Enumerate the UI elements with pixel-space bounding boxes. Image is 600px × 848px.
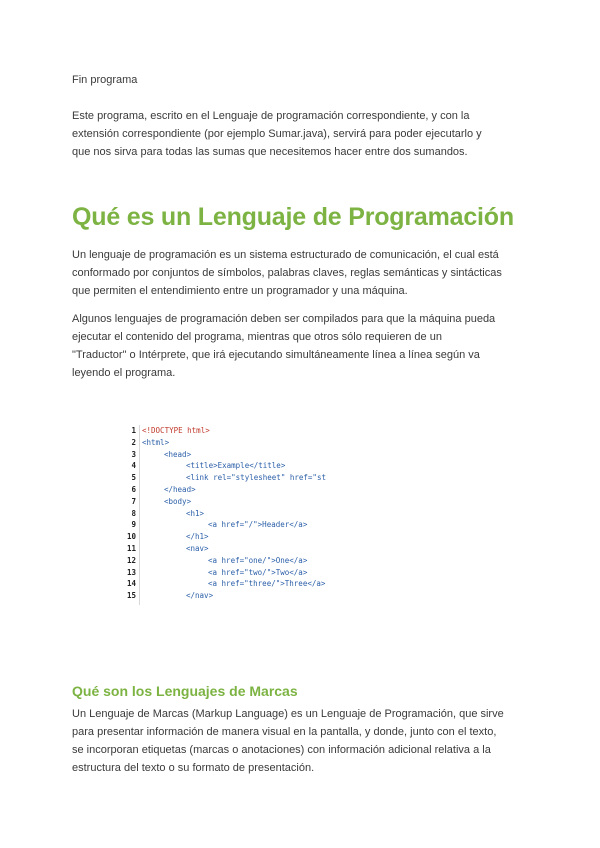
code-line xyxy=(120,496,420,508)
intro-paragraph xyxy=(72,107,532,161)
line-number: 3 xyxy=(131,449,136,459)
line-number: 6 xyxy=(131,484,136,494)
code-line xyxy=(120,567,420,579)
line-number: 15 xyxy=(126,591,136,601)
code-line xyxy=(120,449,420,461)
code-line xyxy=(120,590,420,602)
paragraph-line: que permiten el entendimiento entre un programador y una máquina. xyxy=(72,285,408,297)
line-number: 9 xyxy=(131,520,136,530)
paragraph-line: "Traductor" o Intérprete, que irá ejecutando simultáneamente línea a línea según va xyxy=(72,349,480,361)
line-number: 11 xyxy=(126,543,136,553)
line-number: 12 xyxy=(126,555,136,565)
paragraph-line: Un lenguaje de programación es un sistema estructurado de comunicación, el cual está xyxy=(72,249,499,261)
line-number: 2 xyxy=(131,437,136,447)
code-text: <a href="one/">One</a> xyxy=(208,555,308,565)
code-text: </h1> xyxy=(186,532,209,542)
line-number: 13 xyxy=(126,567,136,577)
code-text: <link rel="stylesheet" href="st xyxy=(186,473,326,483)
paragraph-line: que nos sirva para todas las sumas que necesitemos hacer entre dos sumandos. xyxy=(72,146,468,158)
code-line xyxy=(120,531,420,543)
fin-programa-text: Fin programa xyxy=(72,74,138,86)
paragraph-line: se incorporan etiquetas (marcas o anotaciones) con información adicional relativa a la xyxy=(72,744,491,756)
code-line xyxy=(120,519,420,531)
paragraph-line: extensión correspondiente (por ejemplo Sumar.java), servirá para poder ejecutarlo y xyxy=(72,128,482,140)
code-line xyxy=(120,508,420,520)
code-text: <head> xyxy=(164,449,192,459)
line-number: 10 xyxy=(126,532,136,542)
paragraph-line: Algunos lenguajes de programación deben ser compilados para que la máquina pueda xyxy=(72,313,496,325)
line-number: 5 xyxy=(131,473,136,483)
line-number: 1 xyxy=(131,426,136,435)
code-text: <html> xyxy=(142,437,170,447)
code-line xyxy=(120,578,420,590)
paragraph-line: conformado por conjuntos de símbolos, palabras claves, reglas semánticas y sintácticas xyxy=(72,267,502,279)
code-line xyxy=(120,484,420,496)
line-number: 14 xyxy=(126,579,136,589)
code-text: <title>Example</title> xyxy=(186,461,286,471)
code-line xyxy=(120,472,420,484)
code-text: <!DOCTYPE html> xyxy=(142,426,210,435)
paragraph-line: ejecutar el contenido del programa, mientras que otros sólo requieren de un xyxy=(72,331,442,343)
code-line xyxy=(120,460,420,472)
definition-paragraph xyxy=(72,246,542,300)
line-number: 4 xyxy=(131,461,136,471)
code-line xyxy=(120,555,420,567)
section-heading-lenguaje-programacion: Qué es un Lenguaje de Programación xyxy=(72,203,514,231)
section-heading-lenguajes-marcas: Qué son los Lenguajes de Marcas xyxy=(72,683,298,699)
code-gutter-divider xyxy=(139,425,140,605)
code-line xyxy=(120,425,420,437)
code-text: <a href="two/">Two</a> xyxy=(208,567,308,577)
paragraph-line: leyendo el programa. xyxy=(72,367,176,379)
code-text: <a href="three/">Three</a> xyxy=(208,579,326,589)
line-number: 8 xyxy=(131,508,136,518)
code-text: </head> xyxy=(164,484,196,494)
paragraph-line: Un Lenguaje de Marcas (Markup Language) es un Lenguaje de Programación, que sirve xyxy=(72,708,504,720)
code-snippet-image xyxy=(120,425,420,602)
paragraph-line: estructura del texto o su formato de presentación. xyxy=(72,762,315,774)
line-number: 7 xyxy=(131,496,136,506)
compilers-paragraph xyxy=(72,310,532,382)
code-line xyxy=(120,437,420,449)
code-text: <h1> xyxy=(186,508,205,518)
paragraph-line: Este programa, escrito en el Lenguaje de programación correspondiente, y con la xyxy=(72,110,470,122)
code-line xyxy=(120,543,420,555)
code-text: <a href="/">Header</a> xyxy=(208,520,308,530)
code-text: </nav> xyxy=(186,591,214,601)
markup-paragraph xyxy=(72,705,532,777)
paragraph-line: para presentar información de manera visual en la pantalla, y donde, junto con el texto, xyxy=(72,726,497,738)
code-text: <nav> xyxy=(186,543,209,553)
code-text: <body> xyxy=(164,496,192,506)
